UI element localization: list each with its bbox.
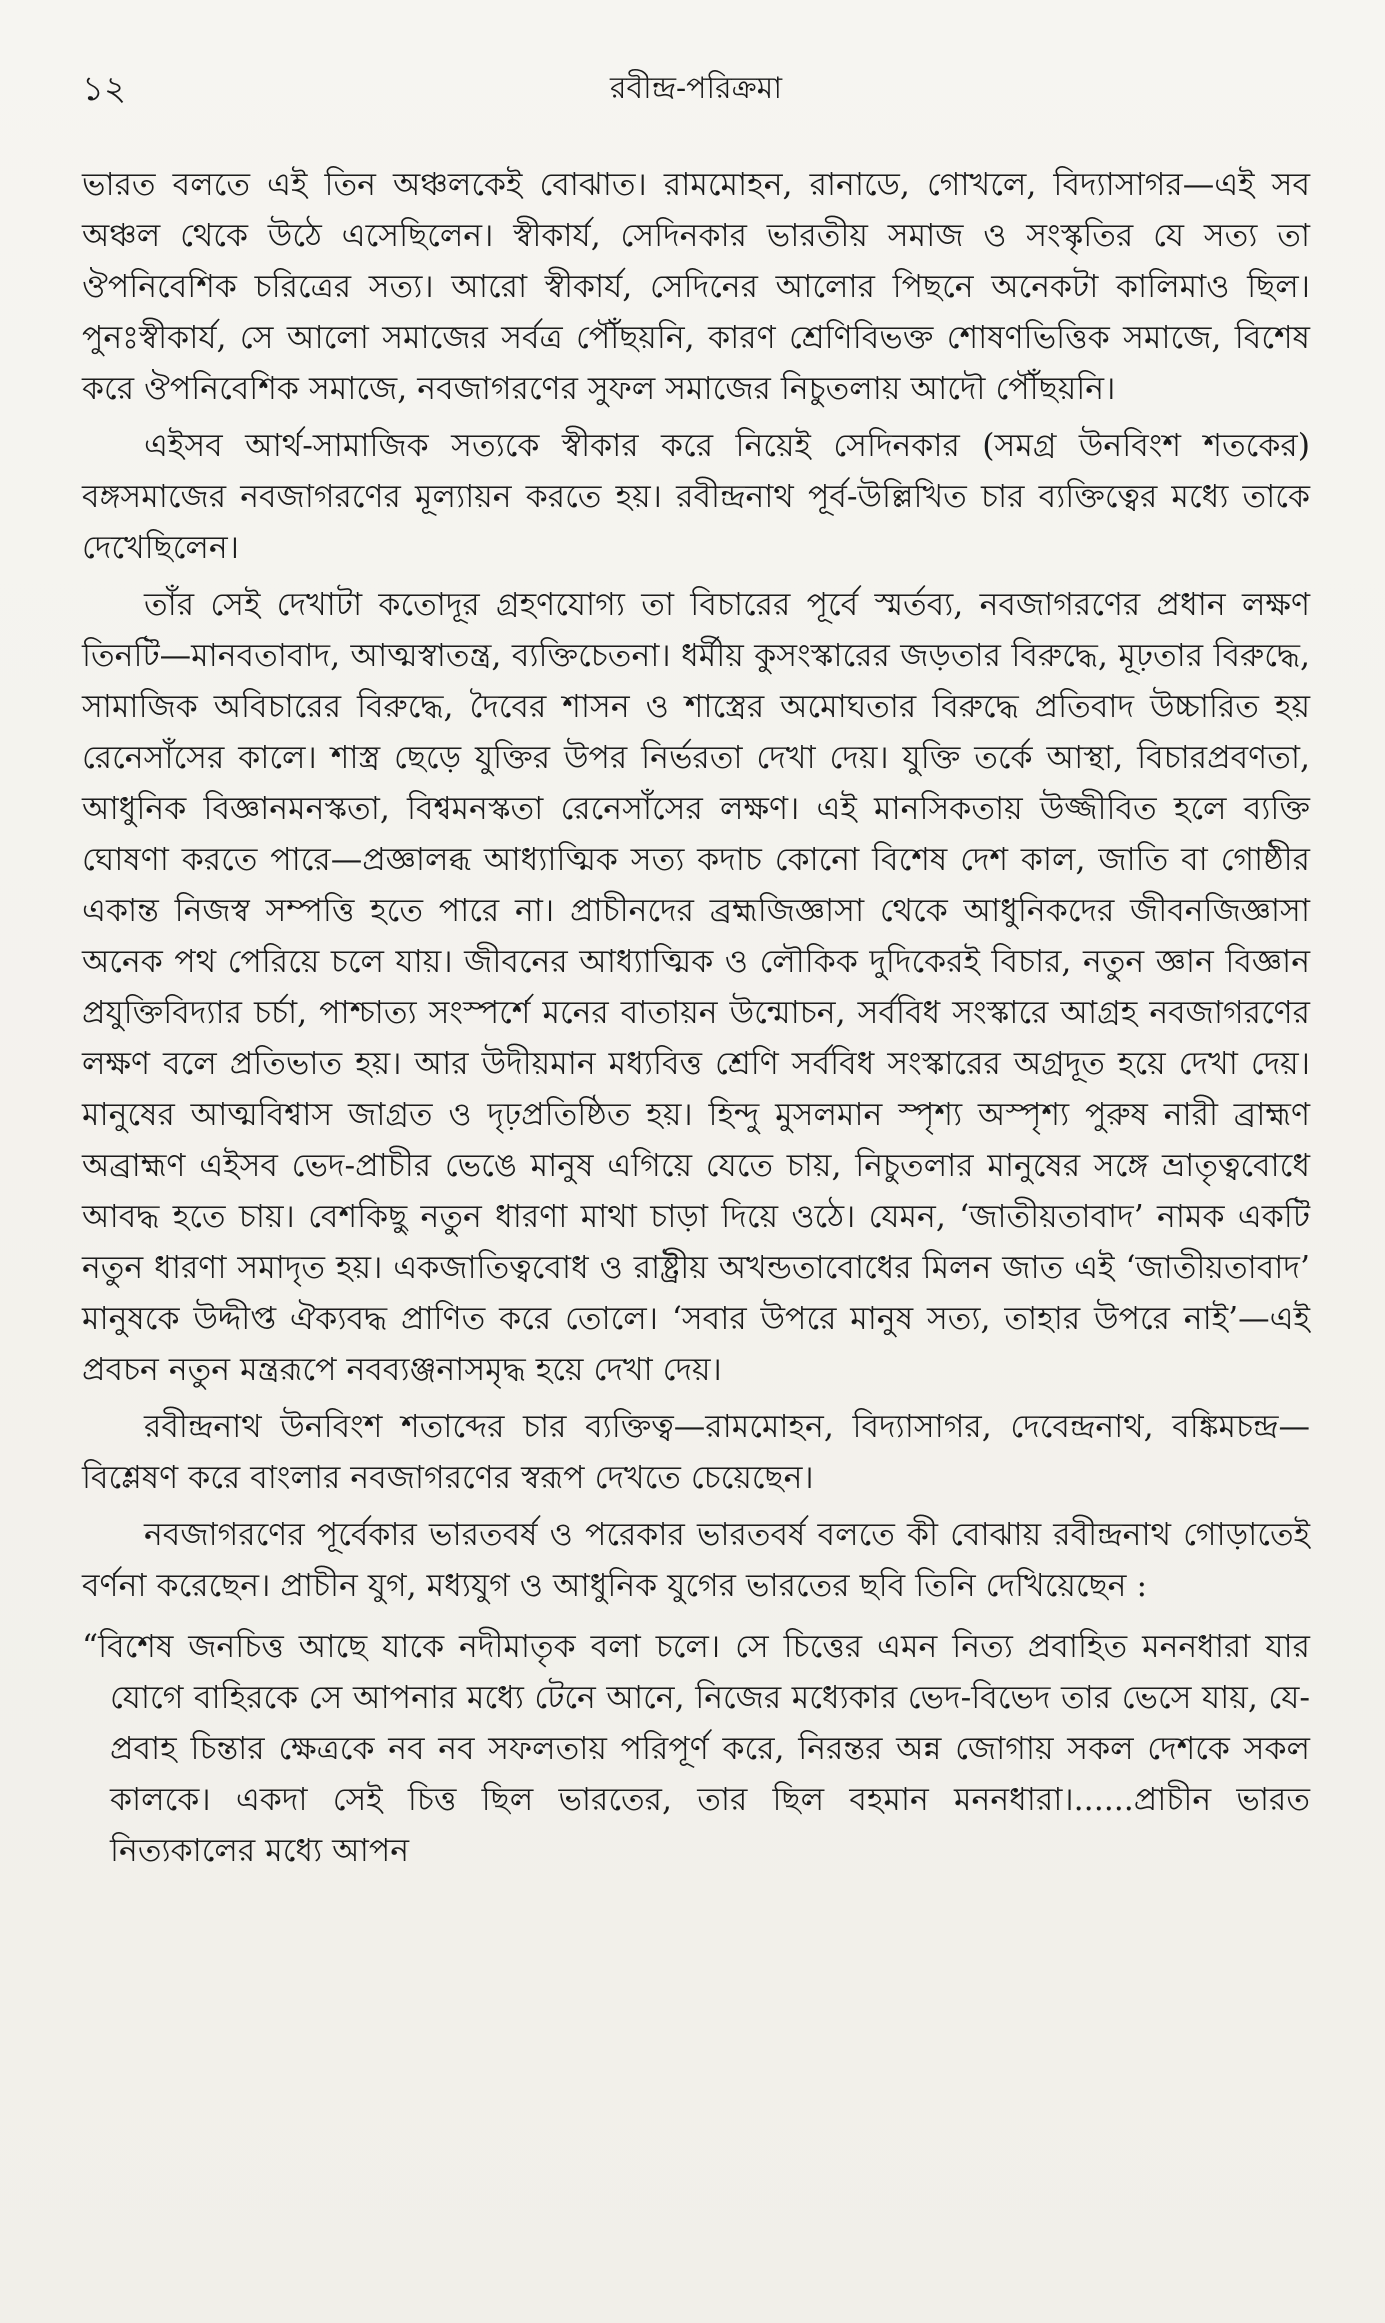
- quotation-text: “বিশেষ জনচিত্ত আছে যাকে নদীমাতৃক বলা চলে। সে চিত্তের এমন নিত্য প্রবাহিত মননধারা যার যোগে বাহিরকে সে আপনার মধ্যে টেনে আনে, নিজের মধ্যেকার ভেদ-বিভেদ তার ভেসে যায়, যে-প্রবাহ চিন্তার ক্ষেত্রকে নব নব সফলতায় পরিপূর্ণ করে, নিরন্তর অন্ন জোগায় সকল দেশকে সকল কালকে। একদা সেই চিত্ত ছিল ভারতের, তার ছিল বহমান মননধারা।......প্রাচীন ভারত নিত্যকালের মধ্যে আপন: [82, 1629, 1310, 1869]
- quotation-block: [82, 1622, 1310, 1877]
- page-number: ১২: [82, 69, 127, 109]
- running-title: রবীন্দ্র-পরিক্রমা: [609, 71, 783, 106]
- paragraph-4: রবীন্দ্রনাথ উনবিংশ শতাব্দের চার ব্যক্তিত্ব—রামমোহন, বিদ্যাসাগর, দেবেন্দ্রনাথ, বঙ্কিমচন্দ্র—বিশ্লেষণ করে বাংলার নবজাগরণের স্বরূপ দেখতে চেয়েছেন।: [82, 1409, 1310, 1496]
- body-text: [82, 160, 1310, 1877]
- paragraph-5: নবজাগরণের পূর্বেকার ভারতবর্ষ ও পরেকার ভারতবর্ষ বলতে কী বোঝায় রবীন্দ্রনাথ গোড়াতেই বর্ণনা করেছেন। প্রাচীন যুগ, মধ্যযুগ ও আধুনিক যুগের ভারতের ছবি তিনি দেখিয়েছেন :: [82, 1517, 1310, 1604]
- paragraph-3: তাঁর সেই দেখাটা কতোদূর গ্রহণযোগ্য তা বিচারের পূর্বে স্মর্তব্য, নবজাগরণের প্রধান লক্ষণ তিনটি—মানবতাবাদ, আত্মস্বাতন্ত্র, ব্যক্তিচেতনা। ধর্মীয় কুসংস্কারের জড়তার বিরুদ্ধে, মূঢ়তার বিরুদ্ধে, সামাজিক অবিচারের বিরুদ্ধে, দৈবের শাসন ও শাস্ত্রের অমোঘতার বিরুদ্ধে প্রতিবাদ উচ্চারিত হয় রেনেসাঁসের কালে। শাস্ত্র ছেড়ে যুক্তির উপর নির্ভরতা দেখা দেয়। যুক্তি তর্কে আস্থা, বিচারপ্রবণতা, আধুনিক বিজ্ঞানমনস্কতা, বিশ্বমনস্কতা রেনেসাঁসের লক্ষণ। এই মানসিকতায় উজ্জীবিত হলে ব্যক্তি ঘোষণা করতে পারে—প্রজ্ঞালব্ধ আধ্যাত্মিক সত্য কদাচ কোনো বিশেষ দেশ কাল, জাতি বা গোষ্ঠীর একান্ত নিজস্ব সম্পত্তি হতে পারে না। প্রাচীনদের ব্রহ্মজিজ্ঞাসা থেকে আধুনিকদের জীবনজিজ্ঞাসা অনেক পথ পেরিয়ে চলে যায়। জীবনের আধ্যাত্মিক ও লৌকিক দুদিকেরই বিচার, নতুন জ্ঞান বিজ্ঞান প্রযুক্তিবিদ্যার চর্চা, পাশ্চাত্য সংস্পর্শে মনের বাতায়ন উন্মোচন, সর্ববিধ সংস্কারে আগ্রহ নবজাগরণের লক্ষণ বলে প্রতিভাত হয়। আর উদীয়মান মধ্যবিত্ত শ্রেণি সর্ববিধ সংস্কারের অগ্রদূত হয়ে দেখা দেয়। মানুষের আত্মবিশ্বাস জাগ্রত ও দৃঢ়প্রতিষ্ঠিত হয়। হিন্দু মুসলমান স্পৃশ্য অস্পৃশ্য পুরুষ নারী ব্রাহ্মণ অব্রাহ্মণ এইসব ভেদ-প্রাচীর ভেঙে মানুষ এগিয়ে যেতে চায়, নিচুতলার মানুষের সঙ্গে ভ্রাতৃত্ববোধে আবদ্ধ হতে চায়। বেশকিছু নতুন ধারণা মাথা চাড়া দিয়ে ওঠে। যেমন, ‘জাতীয়তাবাদ’ নামক একটি নতুন ধারণা সমাদৃত হয়। একজাতিত্ববোধ ও রাষ্ট্রীয় অখন্ডতাবোধের মিলন জাত এই ‘জাতীয়তাবাদ’ মানুষকে উদ্দীপ্ত ঐক্যবদ্ধ প্রাণিত করে তোলে। ‘সবার উপরে মানুষ সত্য, তাহার উপরে নাই’—এই প্রবচন নতুন মন্ত্ররূপে নবব্যঞ্জনাসমৃদ্ধ হয়ে দেখা দেয়।: [82, 587, 1310, 1388]
- paragraph-1: ভারত বলতে এই তিন অঞ্চলকেই বোঝাত। রামমোহন, রানাডে, গোখলে, বিদ্যাসাগর—এই সব অঞ্চল থেকে উঠে এসেছিলেন। স্বীকার্য, সেদিনকার ভারতীয় সমাজ ও সংস্কৃতির যে সত্য তা ঔপনিবেশিক চরিত্রের সত্য। আরো স্বীকার্য, সেদিনের আলোর পিছনে অনেকটা কালিমাও ছিল। পুনঃস্বীকার্য, সে আলো সমাজের সর্বত্র পৌঁছয়নি, কারণ শ্রেণিবিভক্ত শোষণভিত্তিক সমাজে, বিশেষ করে ঔপনিবেশিক সমাজে, নবজাগরণের সুফল সমাজের নিচুতলায় আদৌ পৌঁছয়নি।: [82, 167, 1310, 407]
- paragraph-2: এইসব আর্থ-সামাজিক সত্যকে স্বীকার করে নিয়েই সেদিনকার (সমগ্র উনবিংশ শতকের) বঙ্গসমাজের নবজাগরণের মূল্যায়ন করতে হয়। রবীন্দ্রনাথ পূর্ব-উল্লিখিত চার ব্যক্তিত্বের মধ্যে তাকে দেখেছিলেন।: [82, 428, 1310, 566]
- page-header: [82, 69, 1310, 132]
